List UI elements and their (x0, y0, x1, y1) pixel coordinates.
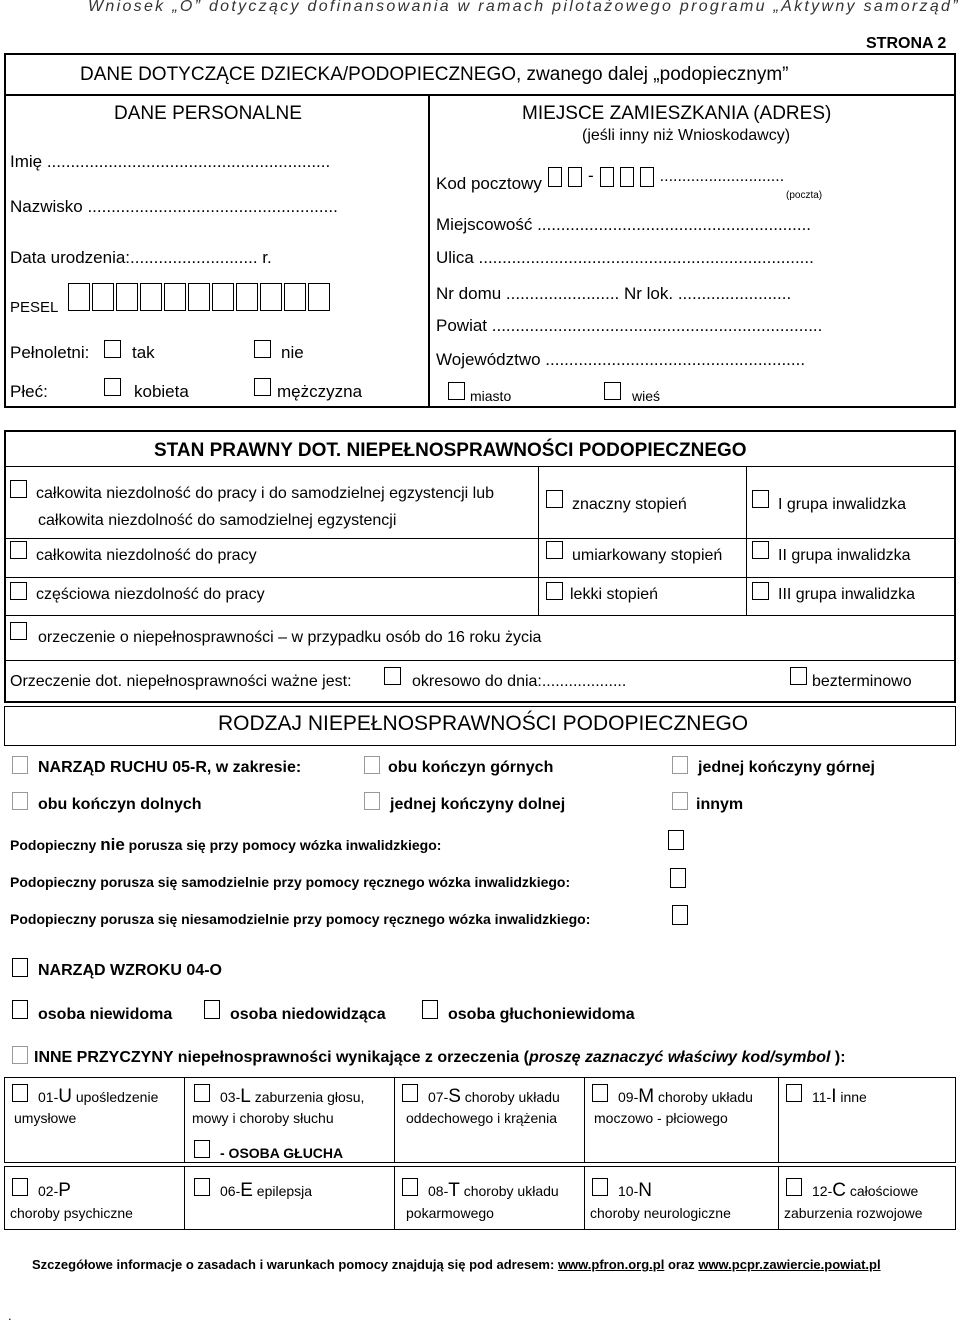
pesel-digit[interactable] (92, 283, 114, 311)
disability-divider-1 (4, 538, 956, 539)
group-2-label: II grupa inwalidzka (778, 547, 911, 564)
code-03-checkbox[interactable] (194, 1084, 210, 1102)
blind-checkbox[interactable] (12, 1000, 28, 1019)
sex-label: Płeć: (10, 382, 48, 401)
code-07-checkbox[interactable] (402, 1084, 418, 1102)
group-1-label: I grupa inwalidzka (778, 496, 907, 513)
code-03-label: 03-L zaburzenia głosu, (220, 1086, 365, 1107)
postal-digit[interactable] (600, 167, 614, 187)
code-07-label: 07-S choroby układu (428, 1086, 560, 1107)
pesel-digit[interactable] (164, 283, 186, 311)
group-1-checkbox[interactable] (752, 490, 769, 508)
total-incapacity-existence-checkbox[interactable] (10, 480, 27, 498)
personal-title: DANE PERSONALNE (114, 103, 302, 124)
one-lower-checkbox[interactable] (364, 792, 380, 810)
indefinite-checkbox[interactable] (790, 667, 807, 685)
village-label: wieś (632, 388, 661, 404)
postal-digit[interactable] (620, 167, 634, 187)
code-11-checkbox[interactable] (786, 1084, 802, 1102)
motor-label: NARZĄD RUCHU 05-R, w zakresie: (38, 759, 302, 776)
code-10-checkbox[interactable] (592, 1178, 608, 1196)
wheelchair-none-checkbox[interactable] (668, 830, 684, 850)
partial-incapacity-checkbox[interactable] (10, 582, 27, 600)
adult-no-label: nie (281, 343, 304, 362)
town-checkbox[interactable] (448, 382, 465, 400)
both-upper-checkbox[interactable] (364, 756, 380, 774)
pesel-digit[interactable] (116, 283, 138, 311)
disability-frame (4, 430, 956, 703)
code-col-div (584, 1166, 585, 1230)
validity-label: Orzeczenie dot. niepełnosprawności ważne jest: (10, 673, 352, 690)
child-title-divider (4, 94, 956, 96)
row3-label: częściowa niezdolność do pracy (36, 586, 265, 603)
street-field[interactable]: Ulica ....................................................................... (436, 248, 814, 267)
pfron-link[interactable]: www.pfron.org.pl (557, 1257, 665, 1272)
other-limb-checkbox[interactable] (672, 792, 688, 810)
deafblind-label: osoba głuchoniewidoma (448, 1006, 635, 1023)
pcpr-link[interactable]: www.pcpr.zawiercie.powiat.pl (698, 1257, 881, 1272)
total-incapacity-checkbox[interactable] (10, 541, 27, 559)
code-12-checkbox[interactable] (786, 1178, 802, 1196)
vision-label: NARZĄD WZROKU 04-O (38, 962, 222, 979)
code-col-div (184, 1077, 185, 1163)
post-office-hint: (poczta) (786, 190, 823, 201)
periodic-checkbox[interactable] (384, 667, 401, 685)
low-vision-label: osoba niedowidząca (230, 1006, 386, 1023)
disability-col-2 (746, 466, 747, 615)
both-upper-label: obu kończyn górnych (388, 759, 554, 776)
group-3-checkbox[interactable] (752, 582, 769, 600)
footer-info: Szczegółowe informacje o zasadach i warunkach pomocy znajdują się pod adresem: www.pfron.org.pl oraz www.pcpr.zawiercie.powiat.pl (32, 1257, 881, 1272)
postal-digit[interactable] (548, 167, 562, 187)
pesel-digit[interactable] (308, 283, 330, 311)
group-2-checkbox[interactable] (752, 541, 769, 559)
postal-code-label: Kod pocztowy (436, 174, 542, 193)
code-11-label: 11-I inne (812, 1086, 867, 1107)
trailing-dot: . (8, 1308, 12, 1323)
county-field[interactable]: Powiat ...................................................................... (436, 316, 823, 335)
disability-divider-3 (4, 615, 956, 616)
code-03-label-2: mowy i choroby słuchu (192, 1110, 334, 1126)
page-number: STRONA 2 (866, 35, 947, 52)
light-degree-label: lekki stopień (570, 586, 659, 603)
code-10-label-2: choroby neurologiczne (590, 1205, 731, 1221)
code-col-div (778, 1077, 779, 1163)
pesel-label: PESEL (10, 299, 59, 316)
code-01-label: 01-U upośledzenie (38, 1086, 159, 1107)
periodic-label[interactable]: okresowo do dnia:................... (412, 673, 627, 690)
significant-degree-checkbox[interactable] (546, 490, 563, 508)
pesel-digit[interactable] (188, 283, 210, 311)
under-16-checkbox[interactable] (10, 622, 27, 640)
address-subtitle: (jeśli inny niż Wnioskodawcy) (582, 127, 791, 144)
address-title: MIEJSCE ZAMIESZKANIA (ADRES) (522, 103, 832, 124)
code-col-div (184, 1166, 185, 1230)
town-label: miasto (470, 388, 512, 404)
first-name-field[interactable]: Imię ............................................................ (10, 152, 331, 171)
last-name-field[interactable]: Nazwisko ..................................................... (10, 197, 338, 216)
code-07-label-2: oddechowego i krążenia (406, 1110, 557, 1126)
under-16-label: orzeczenie o niepełnosprawności – w przypadku osób do 16 roku życia (38, 629, 542, 646)
row1-line2: całkowita niezdolność do samodzielnej egzystencji (38, 512, 397, 529)
both-lower-checkbox[interactable] (12, 792, 28, 810)
indefinite-label: bezterminowo (812, 673, 912, 690)
pesel-digit[interactable] (68, 283, 90, 311)
pesel-digit[interactable] (236, 283, 258, 311)
child-section-title: DANE DOTYCZĄCE DZIECKA/PODOPIECZNEGO, zwanego dalej „podopiecznym” (80, 64, 789, 85)
code-col-div (394, 1166, 395, 1230)
postal-code-boxes[interactable]: - ............................ (548, 166, 784, 187)
form-title: Wniosek „O” dotyczący dofinansowania w ramach pilotażowego programu „Aktywny samorząd” (88, 0, 960, 15)
other-limb-label: innym (696, 796, 744, 813)
pesel-digit[interactable] (212, 283, 234, 311)
row2-label: całkowita niezdolność do pracy (36, 547, 257, 564)
adult-yes-checkbox[interactable] (104, 340, 121, 358)
light-degree-checkbox[interactable] (546, 582, 563, 600)
city-field[interactable]: Miejscowość .......................................................... (436, 215, 812, 234)
low-vision-checkbox[interactable] (204, 1000, 220, 1019)
female-checkbox[interactable] (104, 378, 121, 396)
disability-title: STAN PRAWNY DOT. NIEPEŁNOSPRAWNOŚCI PODOPIECZNEGO (154, 440, 747, 461)
pesel-boxes[interactable] (68, 283, 332, 311)
code-02-checkbox[interactable] (12, 1178, 28, 1196)
code-col-div (778, 1166, 779, 1230)
house-number-field[interactable]: Nr domu ........................ Nr lok. ........................ (436, 284, 792, 303)
other-causes-checkbox[interactable] (12, 1046, 28, 1064)
disability-divider-top (4, 466, 956, 467)
moderate-degree-checkbox[interactable] (546, 541, 563, 559)
adult-label: Pełnoletni: (10, 343, 90, 362)
code-09-label-2: moczowo - płciowego (594, 1110, 728, 1126)
wheelchair-none-label: Podopieczny nie porusza się przy pomocy wózka inwalidzkiego: (10, 835, 442, 854)
code-08-checkbox[interactable] (402, 1178, 418, 1196)
code-08-label: 08-T choroby układu (428, 1180, 559, 1201)
kind-title: RODZAJ NIEPEŁNOSPRAWNOŚCI PODOPIECZNEGO (218, 712, 749, 735)
adult-yes-label: tak (132, 343, 155, 362)
one-upper-checkbox[interactable] (672, 756, 688, 774)
wheelchair-self-label: Podopieczny porusza się samodzielnie przy pomocy ręcznego wózka inwalidzkiego: (10, 874, 571, 890)
voivodeship-field[interactable]: Województwo ....................................................... (436, 350, 806, 369)
moderate-degree-label: umiarkowany stopień (572, 547, 723, 564)
vision-checkbox[interactable] (12, 958, 28, 977)
deafblind-checkbox[interactable] (422, 1000, 438, 1019)
code-col-div (394, 1077, 395, 1163)
deaf-checkbox[interactable] (194, 1140, 210, 1158)
code-08-label-2: pokarmowego (406, 1205, 494, 1221)
deaf-label: - OSOBA GŁUCHA (220, 1145, 344, 1161)
wheelchair-assisted-label: Podopieczny porusza się niesamodzielnie przy pomocy ręcznego wózka inwalidzkiego: (10, 911, 591, 927)
adult-no-checkbox[interactable] (254, 340, 271, 358)
birth-date-field[interactable]: Data urodzenia:........................... r. (10, 248, 272, 267)
code-01-label-2: umysłowe (14, 1110, 77, 1126)
code-12-label-2: zaburzenia rozwojowe (784, 1205, 923, 1221)
one-lower-label: jednej kończyny dolnej (390, 796, 566, 813)
code-09-label: 09-M choroby układu (618, 1086, 753, 1107)
significant-degree-label: znaczny stopień (572, 496, 687, 513)
female-label: kobieta (134, 382, 189, 401)
postal-digit[interactable] (640, 167, 654, 187)
other-causes-label: INNE PRZYCZYNY niepełnosprawności wynikające z orzeczenia (proszę zaznaczyć właściwy kod/symbol ): (34, 1049, 846, 1066)
disability-divider-4 (4, 660, 956, 661)
code-col-div (584, 1077, 585, 1163)
male-checkbox[interactable] (254, 378, 271, 396)
male-label: mężczyzna (277, 382, 363, 401)
post-office-field[interactable]: ............................ (659, 168, 785, 185)
code-10-label: 10-N (618, 1180, 652, 1201)
both-lower-label: obu kończyn dolnych (38, 796, 202, 813)
village-checkbox[interactable] (604, 382, 621, 400)
code-06-checkbox[interactable] (194, 1178, 210, 1196)
pesel-digit[interactable] (140, 283, 162, 311)
one-upper-label: jednej kończyny górnej (698, 759, 875, 776)
pesel-digit[interactable] (284, 283, 306, 311)
disability-divider-2 (4, 577, 956, 578)
code-06-label: 06-E epilepsja (220, 1180, 313, 1201)
column-divider (428, 94, 430, 408)
blind-label: osoba niewidoma (38, 1006, 173, 1023)
disability-col-1 (538, 466, 539, 615)
postal-digit[interactable] (568, 167, 582, 187)
code-09-checkbox[interactable] (592, 1084, 608, 1102)
code-12-label: 12-C całościowe (812, 1180, 919, 1201)
wheelchair-assisted-checkbox[interactable] (672, 905, 688, 925)
motor-checkbox[interactable] (12, 756, 28, 774)
group-3-label: III grupa inwalidzka (778, 586, 915, 603)
code-02-label: 02-P (38, 1180, 71, 1201)
row1-line1: całkowita niezdolność do pracy i do samodzielnej egzystencji lub (36, 485, 495, 502)
pesel-digit[interactable] (260, 283, 282, 311)
wheelchair-self-checkbox[interactable] (670, 868, 686, 888)
code-02-label-2: choroby psychiczne (10, 1205, 133, 1221)
code-01-checkbox[interactable] (12, 1084, 28, 1102)
